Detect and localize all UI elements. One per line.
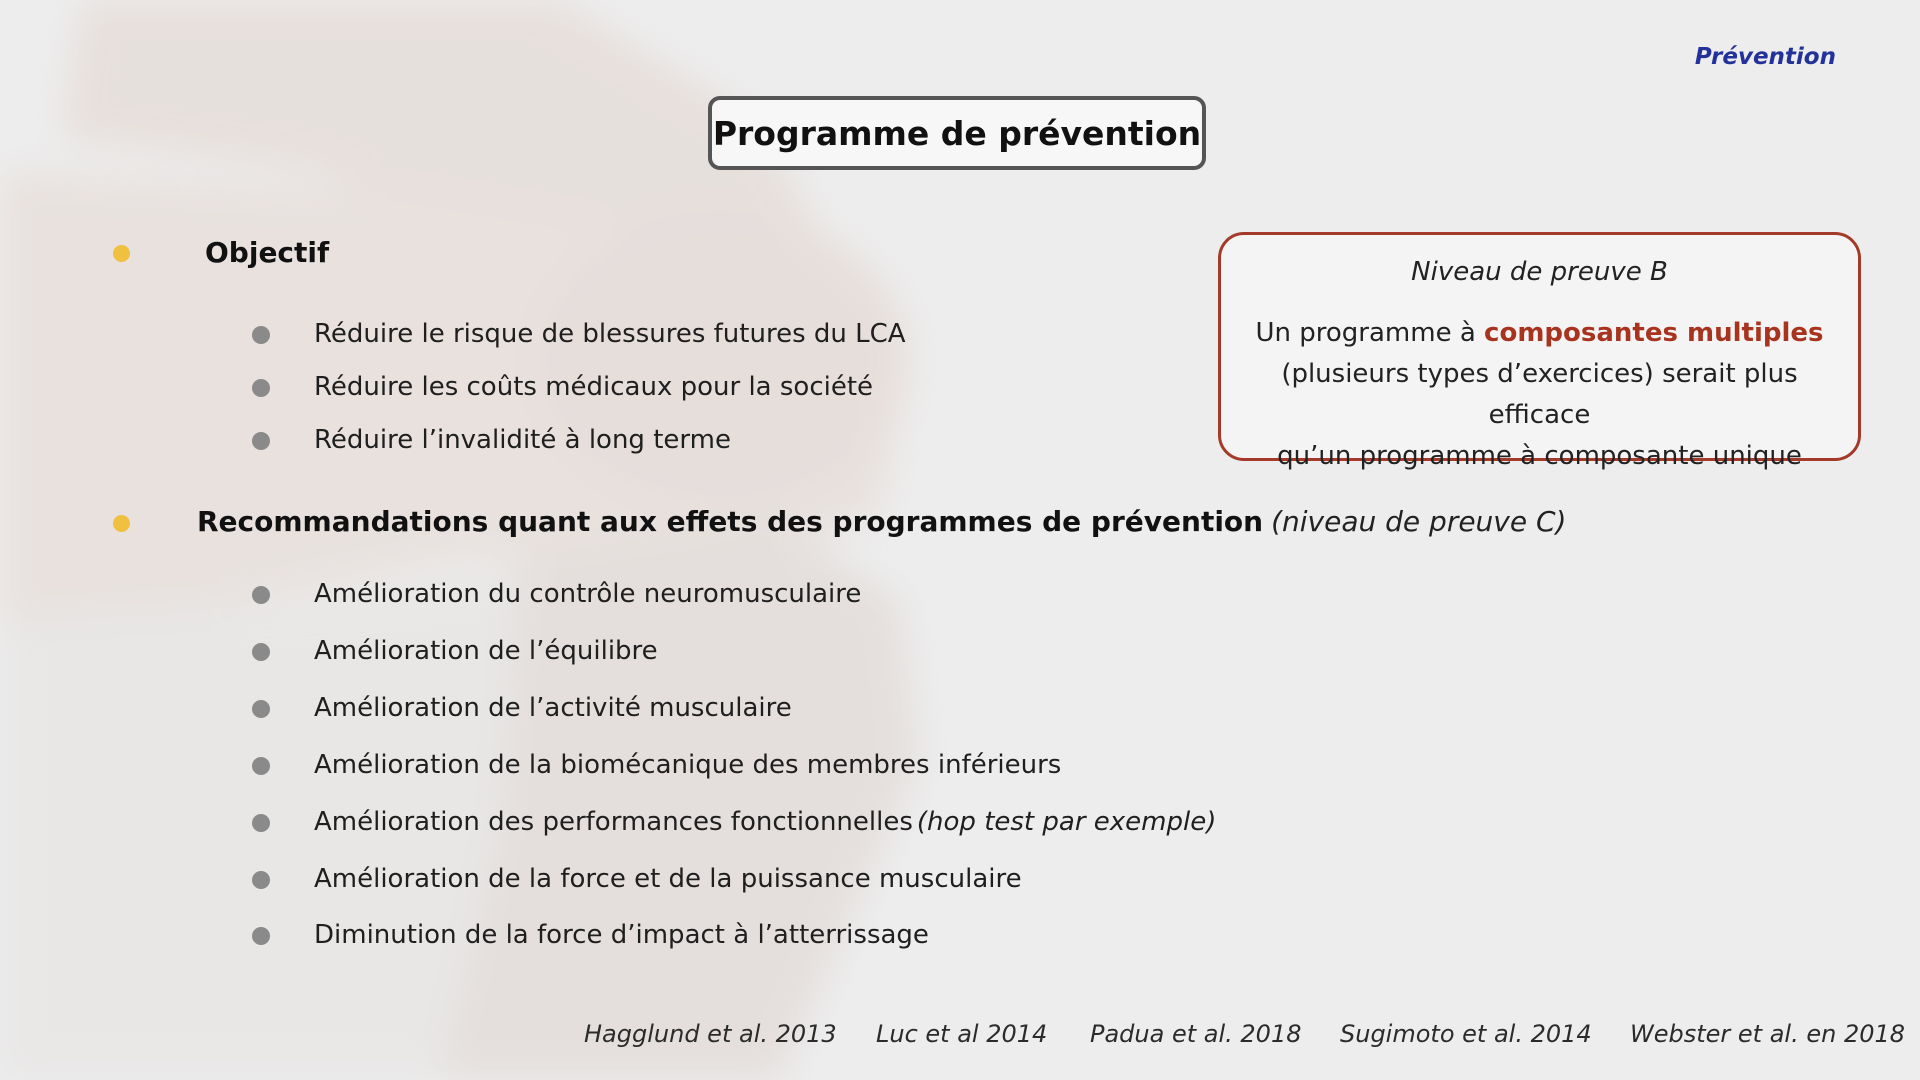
reference: Sugimoto et al. 2014 <box>1340 1020 1592 1048</box>
objective-item: Réduire le risque de blessures futures du LCA <box>314 319 906 349</box>
recommendations-heading-text: Recommandations quant aux effets des programmes de prévention <box>197 505 1264 538</box>
gray-bullet <box>252 586 270 604</box>
gray-bullet <box>252 814 270 832</box>
objective-item: Réduire les coûts médicaux pour la société <box>314 372 874 402</box>
recommendation-item <box>314 636 658 666</box>
reference: Webster et al. en 2018 <box>1630 1020 1906 1048</box>
recommendation-item <box>314 693 792 723</box>
reference: Hagglund et al. 2013 <box>584 1020 837 1048</box>
reference: Padua et al. 2018 <box>1090 1020 1302 1048</box>
recommendation-note: (hop test par exemple) <box>916 807 1217 837</box>
gray-bullet <box>252 700 270 718</box>
recommendation-text: Amélioration de la biomécanique des membres inférieurs <box>314 750 1062 780</box>
yellow-bullet <box>113 515 130 532</box>
gray-bullet <box>252 757 270 775</box>
gray-bullet <box>252 379 270 397</box>
objective-heading: Objectif <box>205 236 330 269</box>
gray-bullet <box>252 432 270 450</box>
gray-bullet <box>252 326 270 344</box>
recommendation-text: Amélioration du contrôle neuromusculaire <box>314 579 862 609</box>
section-tag: Prévention <box>1694 44 1836 70</box>
gray-bullet <box>252 871 270 889</box>
recommendation-text: Amélioration des performances fonctionnelles <box>314 807 913 837</box>
recommendation-item <box>314 920 929 950</box>
evidence-text-start: Un programme à <box>1255 318 1485 348</box>
recommendation-item <box>314 579 861 609</box>
recommendation-text: Amélioration de l’activité musculaire <box>314 693 792 723</box>
gray-bullet <box>252 643 270 661</box>
objective-item: Réduire l’invalidité à long terme <box>314 425 731 455</box>
recommendation-item <box>314 864 1022 894</box>
evidence-highlight: composantes multiples <box>1484 318 1824 348</box>
recommendation-item <box>314 750 1061 780</box>
recommendations-heading <box>197 505 1566 538</box>
evidence-line-2: (plusieurs types d’exercices) serait plus efficace <box>1281 359 1798 430</box>
title-box <box>708 96 1206 170</box>
reference: Luc et al 2014 <box>876 1020 1048 1048</box>
evidence-box <box>1218 232 1861 471</box>
recommendation-text: Diminution de la force d’impact à l’atterrissage <box>314 920 929 950</box>
evidence-line-3: qu’un programme à composante unique <box>1277 441 1802 471</box>
evidence-level: Niveau de preuve B <box>1411 257 1668 287</box>
evidence-text <box>1235 313 1844 477</box>
recommendation-text: Amélioration de l’équilibre <box>314 636 658 666</box>
gray-bullet <box>252 927 270 945</box>
slide-title: Programme de prévention <box>712 113 1202 153</box>
recommendation-text: Amélioration de la force et de la puissance musculaire <box>314 864 1022 894</box>
recommendations-heading-note: (niveau de preuve C) <box>1271 505 1567 538</box>
recommendation-item <box>314 807 1216 837</box>
yellow-bullet <box>113 245 130 262</box>
